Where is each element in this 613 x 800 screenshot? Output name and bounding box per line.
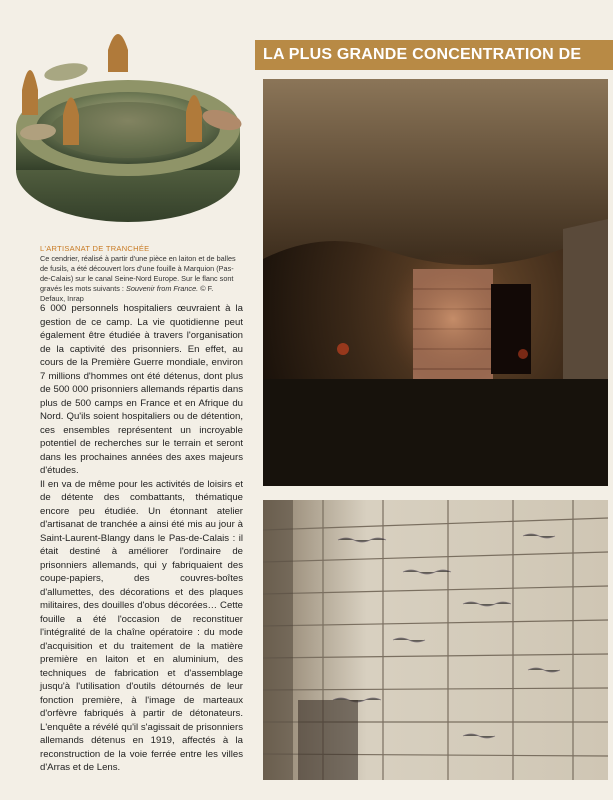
ashtray-photo	[8, 20, 248, 235]
caption-title: L'ARTISANAT DE TRANCHÉE	[40, 244, 150, 253]
section-header-band	[255, 40, 613, 70]
article-body	[40, 302, 243, 775]
caption-quote: Souvenir from France.	[125, 284, 199, 293]
caption-credit: © F. Defaux, Inrap	[40, 284, 214, 303]
caption-text	[40, 254, 236, 304]
article-paragraph-2: Il en va de même pour les activités de loisirs et de détente des combattants, thématique encore peu étudiée. Un étonnant atelier d'artisanat de tranchée a ainsi été mis au jour à Saint-Laurent-Blangy dans le Pas-de-Calais : il était destiné à améliorer l'ordinaire de prisonniers allemands, qui y fabriquaient des coupe-papiers, des couvres-boîtes d'allumettes, des décorations et des plaques militaires, des douilles d'obus décorées… Cette fouille a été l'occasion de reconstituer l'intégralité de la chaîne opératoire : du mode d'acquisition et du traitement de la matière première en laiton et en aluminium, des techniques de fabrication et d'assemblage jusqu'à l'utilisation d'outils détournés de leur fonction première, à l'image de marteaux d'orfèvre fabriqués à partir de détonateurs. L'enquête a révélé qu'il s'agissait de prisonniers allemands détenus en 1919, affectés à la reconstruction de la voie ferrée entre les villes d'Arras et de Lens.	[40, 478, 243, 773]
graffiti-wall-photo	[263, 500, 608, 780]
section-title: LA PLUS GRANDE CONCENTRATION DE	[263, 46, 582, 63]
caption-body: Ce cendrier, réalisé à partir d'une pièce en laiton et de balles de fusils, a été découvert lors d'une fouille à Marquion (Pas-de-Calais) sur le canal Seine-Nord Europe. Sur le flanc sont gravés les mots suivants :	[40, 254, 236, 293]
quarry-photo	[263, 79, 608, 486]
article-paragraph-1: 6 000 personnels hospitaliers œuvraient à la gestion de ce camp. La vie quotidienne peut également être étudiée à travers l'organisation de la captivité des prisonniers. En effet, au cours de la Première Guerre mondiale, environ 7 millions d'hommes ont été détenus, dont plus de 500 000 prisonniers allemands répartis dans plus de 500 camps en France et en Afrique du Nord. Qu'ils soient hospitaliers ou de détention, ces ensembles représentent un incroyable potentiel de recherches sur le terrain et seront dans les prochaines années des axes majeurs d'études.	[40, 303, 243, 476]
